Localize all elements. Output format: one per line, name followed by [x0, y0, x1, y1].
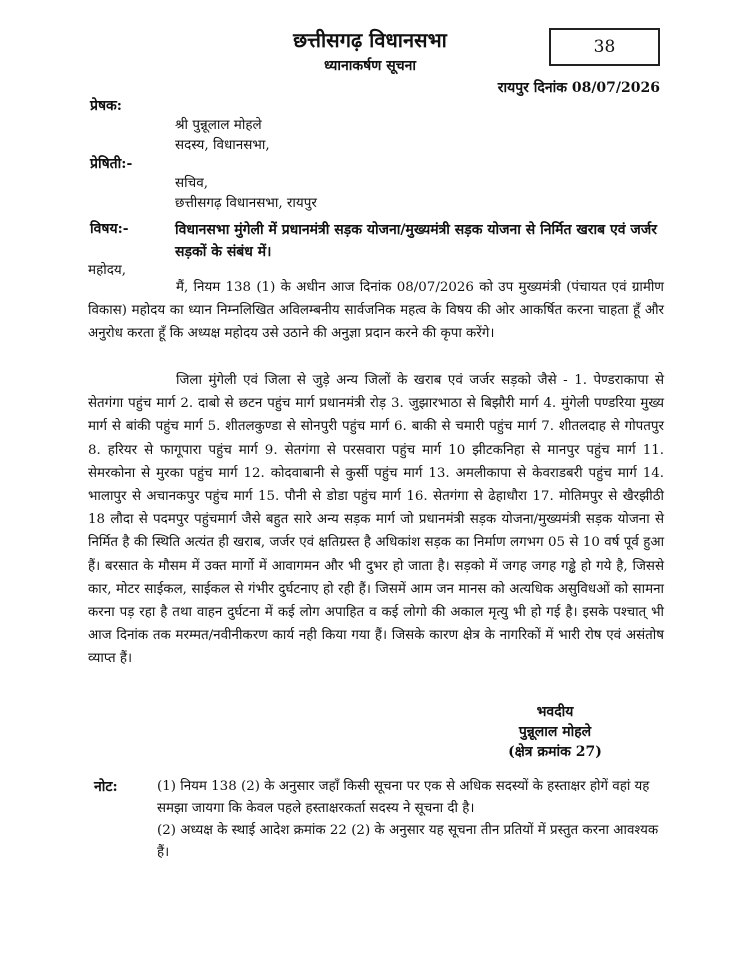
subject-label: विषय:- [90, 221, 129, 237]
note-item-1: (1) नियम 138 (2) के अनुसार जहाँ किसी सूचना पर एक से अधिक सदस्यों के हस्ताक्षर होगें वहां यह समझा जायगा कि केवल पहले हस्ताक्षरकर्ता सदस्य ने सूचना दी है। [157, 779, 650, 816]
notice-type-subtitle: ध्यानाकर्षण सूचना [324, 58, 416, 74]
sender-label: प्रेषक: [90, 98, 122, 114]
body-paragraph-1: मैं, नियम 138 (1) के अधीन आज दिनांक 08/07/2026 को उप मुख्यमंत्री (पंचायत एवं ग्रामीण विकास) महोदय का ध्यान निम्नलिखित अविलम्बनीय सार्वजनिक महत्व के विषय की ओर आकर्षित करना चाहता हूँ और अनुरोध करता हूँ कि अध्यक्ष महोदय उसे उठाने की अनुज्ञा प्रदान करने की कृपा करेंगे। [88, 280, 664, 342]
recipient-label: प्रेषिती:- [90, 156, 133, 172]
body-paragraph-2: जिला मुंगेली एवं जिला से जुड़े अन्य जिलों के खराब एवं जर्जर सड़को जैसे - 1. पेण्डराकापा से सेतगंगा पहुंच मार्ग 2. दाबो से छटन पहुंच मार्ग प्रधानमंत्री रोड़ 3. जुझारभाठा से बिझौरी मार्ग 4. मुंगेली पण्डरिया मुख्य मार्ग से बांकी पहुंच मार्ग 5. शीतलकुण्डा से सोनपुरी पहुंच मार्ग 6. बाकी से चमारी पहुंच मार्ग 7. शीतलदाह से गोपतपुर 8. हरियर से फागूपारा पहुंच मार्ग 9. सेतगंगा से परसवारा पहुंच मार्ग 10 झीटकनिहा से मानपुर पहुंच मार्ग 11. सेमरकोना से मुरका पहुंच मार्ग 12. कोदवाबानी से कुर्सी पहुंच मार्ग 13. अमलीकापा से केवराडबरी पहुंच मार्ग 14. भालापुर से अचानकपुर पहुंच मार्ग 15. पौनी से डोडा पहुंच मार्ग 16. सेतगंगा से ढेहाधौरा 17. मोतिमपुर से खैरझीठी 18 लौदा से पदमपुर पहुंचमार्ग जैसे बहुत सारे अन्य सड़क मार्ग जो प्रधानमंत्री सड़क योजना/मुख्यमंत्री सड़क योजना से निर्मित है की स्थिति अत्यंत ही खराब, जर्जर एवं क्षतिग्रस्त है अधिकांश सड़क का निर्माण लगभग 05 से 10 वर्ष पूर्व हुआ हैं। बरसात के मौसम में उक्त मार्गो में आवागमन और भी दुभर हो जाता है। सड़को में जगह जगह गड्ढे हो गये है, जिससे कार, मोटर साईकल, साईकल से गंभीर दुर्घटनाए हो रही हैं। जिसमें आम जन मानस को अत्यधिक असुविधओं को सामना करना पड़ रहा है तथा वाहन दुर्घटना में कई लोग अपाहित व कई लोगो की अकाल मृत्यु भी हो गई है। इसके पश्चात् भी आज दिनांक तक मरम्मत/नवीनीकरण कार्य नही किया गया हैं। जिसके कारण क्षेत्र के नागरिकों में भारी रोष एवं असंतोष व्याप्त हैं। [88, 373, 664, 667]
subject-text: विधानसभा मुंगेली में प्रधानमंत्री सड़क योजना/मुख्यमंत्री सड़क योजना से निर्मित खराब एवं जर्जर सड़कों के संबंध में। [175, 222, 657, 260]
notice-number-box: 38 [549, 28, 660, 66]
note-item-2: (2) अध्यक्ष के स्थाई आदेश क्रमांक 22 (2) के अनुसार यह सूचना तीन प्रतियों में प्रस्तुत करना आवश्यक हैं। [157, 823, 659, 860]
signature-constituency: (क्षेत्र क्रमांक 27) [508, 744, 602, 760]
sender-name: श्री पुन्नूलाल मोहले [175, 117, 262, 133]
recipient-address: छत्तीसगढ़ विधानसभा, रायपुर [175, 195, 317, 211]
note-label: नोट: [94, 779, 118, 795]
assembly-title: छत्तीसगढ़ विधानसभा [293, 28, 447, 52]
sender-designation: सदस्य, विधानसभा, [175, 137, 270, 153]
signature-closing: भवदीय [536, 704, 574, 720]
salutation: महोदय, [88, 262, 127, 278]
place-date-line: रायपुर दिनांक 08/07/2026 [497, 80, 660, 96]
signature-name: पुन्नूलाल मोहले [518, 724, 592, 740]
recipient-name: सचिव, [175, 175, 208, 191]
